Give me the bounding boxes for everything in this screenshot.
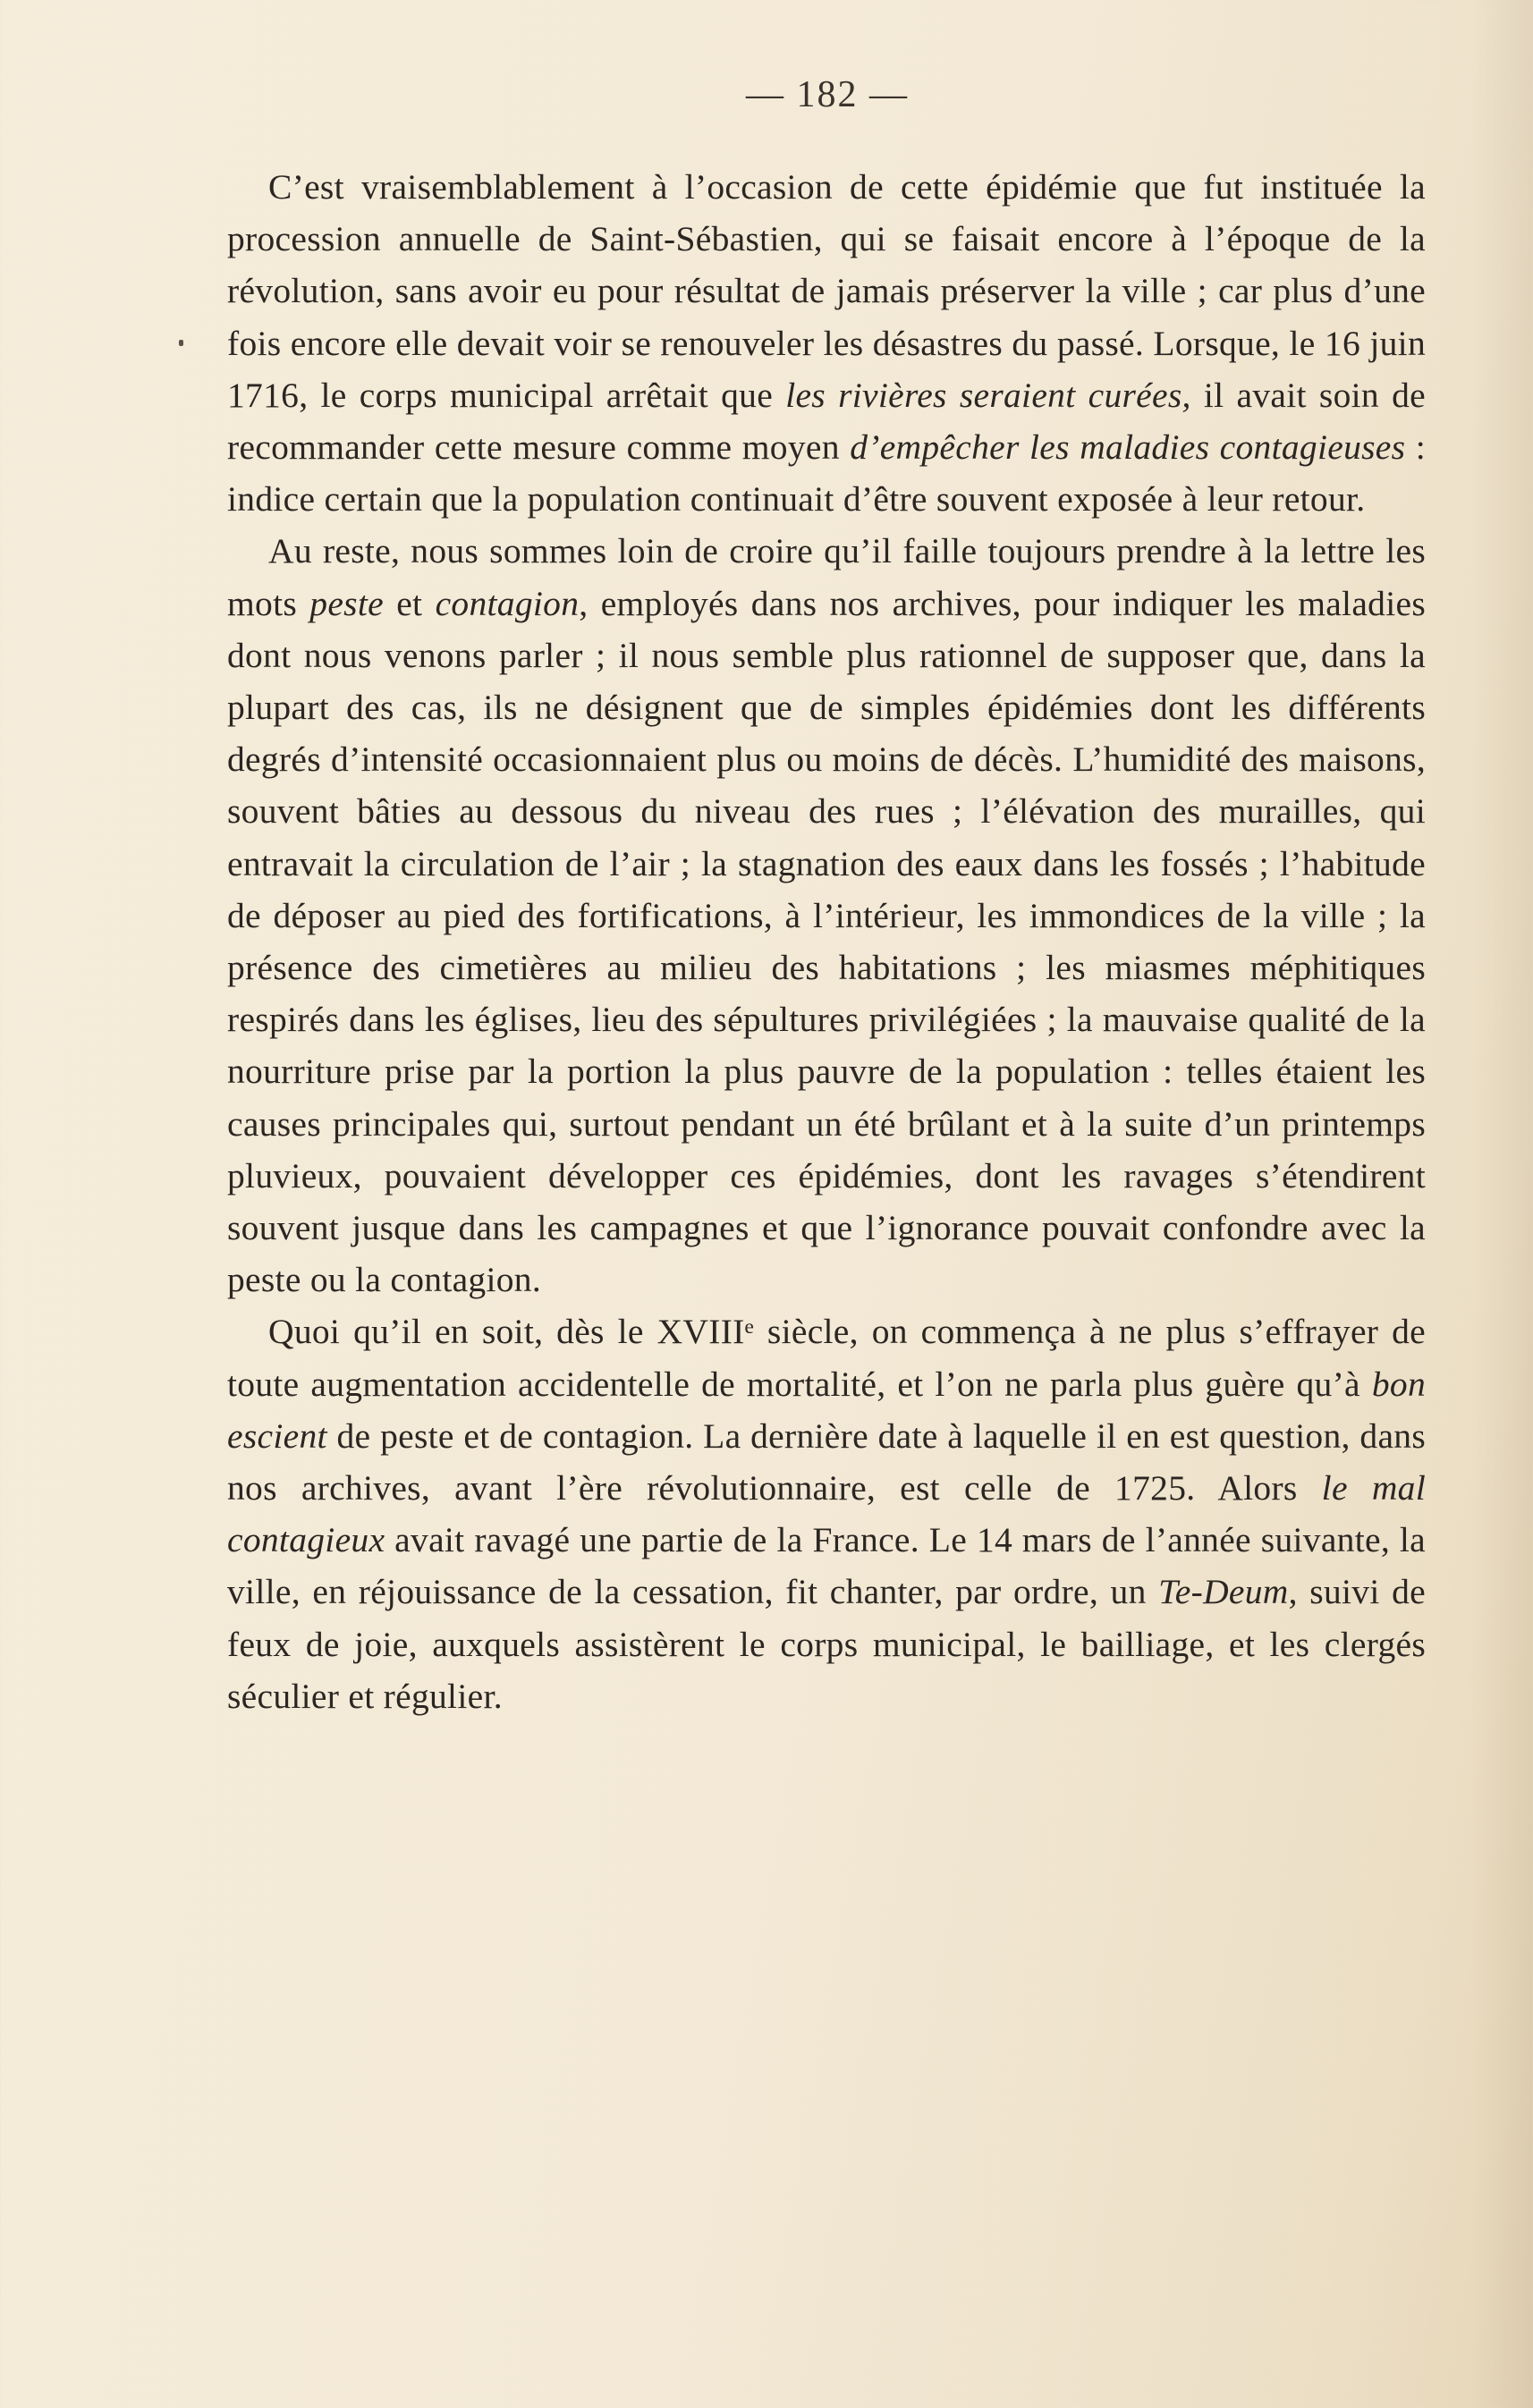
text-segment: : indice certain que la population continuait d’être souvent exposée à leur retour. xyxy=(227,427,1426,520)
paragraph xyxy=(227,1305,1426,1722)
italic-segment: contagion xyxy=(435,583,580,623)
text-segment: C’est vraisemblablement à l’occasion de cette épidémie que fut instituée la procession annuelle de Saint-Sébastien, qui se faisait encore à l’époque de la révolution, sans avoir eu pour résultat de jamais préserver la ville ; car plus d’une fois encore elle devait voir se renouveler les désastres du passé. Lorsque, le 16 juin 1716, le corps municipal arrêtait que xyxy=(227,167,1426,415)
page-number: — 182 — xyxy=(746,74,909,115)
text-segment: Quoi qu’il en soit, dès le XVIIIᵉ siècle, on commença à ne plus s’effrayer de toute augmentation accidentelle de mortalité, et l’on ne parla plus guère qu’à xyxy=(227,1312,1426,1404)
italic-segment: d’empêcher les maladies contagieuses xyxy=(850,427,1406,468)
italic-segment: bon escient xyxy=(227,1364,1426,1456)
text-segment: , suivi de feux de joie, auxquels assistèrent le corps municipal, le bailliage, et les clergés séculier et régulier. xyxy=(227,1572,1426,1716)
text-segment: Au reste, nous sommes loin de croire qu’il faille toujours prendre à la lettre les mots xyxy=(227,531,1426,623)
italic-segment: le mal contagieux xyxy=(227,1468,1426,1560)
italic-segment: Te-Deum xyxy=(1158,1572,1289,1612)
margin-ink-mark xyxy=(179,340,183,346)
page-edge-shadow xyxy=(1470,0,1533,2408)
italic-segment: peste xyxy=(309,583,384,623)
italic-segment: les rivières seraient curées, xyxy=(785,375,1191,415)
text-segment: il avait soin de recommander cette mesure comme moyen xyxy=(227,375,1426,468)
body-text xyxy=(227,161,1426,1722)
paragraph xyxy=(227,161,1426,525)
text-segment: et xyxy=(383,583,436,623)
text-segment: avait ravagé une partie de la France. Le 14 mars de l’année suivante, la ville, en réjouissance de la cessation, fit chanter, par ordre, un xyxy=(227,1520,1426,1612)
text-segment: , employés dans nos archives, pour indiquer les maladies dont nous venons parler ; il nous semble plus rationnel de supposer que, dans la plupart des cas, ils ne désignent que de simples épidémies dont les différents degrés d’intensité occasionnaient plus ou moins de décès. L’humidité des maisons, souvent bâties au dessous du niveau des rues ; l’élévation des murailles, qui entravait la circulation de l’air ; la stagnation des eaux dans les fossés ; l’habitude de déposer au pied des fortifications, à l’intérieur, les immondices de la ville ; la présence des cimetières au milieu des habitations ; les miasmes méphitiques respirés dans les églises, lieu des sépultures privilégiées ; la mauvaise qualité de la nourriture prise par la portion la plus pauvre de la population : telles étaient les causes principales qui, surtout pendant un été brûlant et à la suite d’un printemps pluvieux, pouvaient développer ces épidémies, dont les ravages s’étendirent souvent jusque dans les campagnes et que l’ignorance pouvait confondre avec la peste ou la contagion. xyxy=(227,583,1426,1300)
text-segment: de peste et de contagion. La dernière date à laquelle il en est question, dans nos archives, avant l’ère révolutionnaire, est celle de 1725. Alors xyxy=(227,1415,1426,1508)
paragraph xyxy=(227,525,1426,1305)
